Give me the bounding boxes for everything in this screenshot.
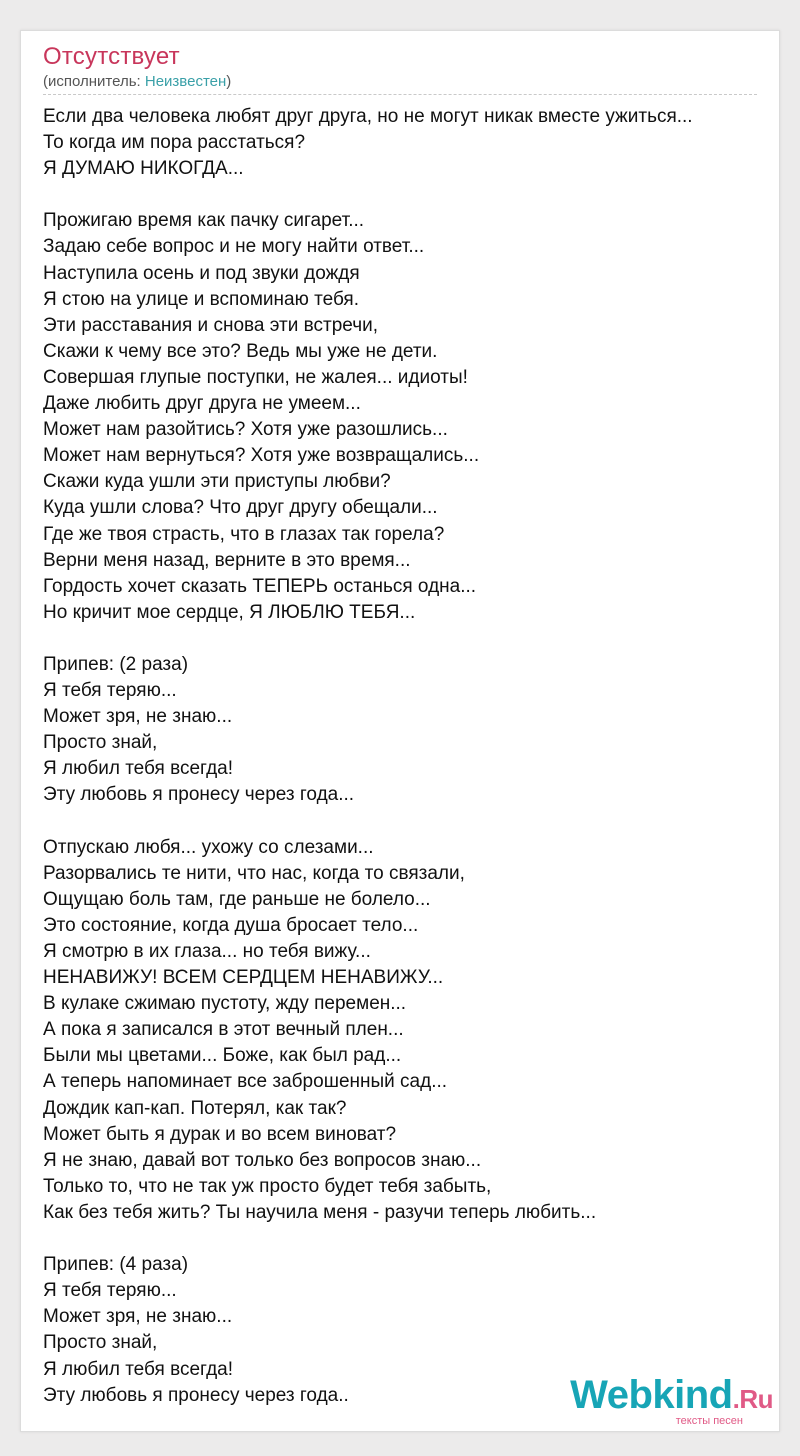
lyric-line: Только то, что не так уж просто будет тебя забыть, (43, 1175, 492, 1197)
lyric-line: Эту любовь я пронесу через года.. (43, 1384, 349, 1406)
logo-tagline: тексты песен (675, 1415, 743, 1427)
lyric-line: Гордость хочет сказать ТЕПЕРЬ останься одна... (43, 575, 477, 597)
lyric-line: Я смотрю в их глаза... но тебя вижу... (43, 941, 371, 962)
lyric-line: Наступила осень и под звуки дождя (43, 262, 360, 284)
lyric-line: В кулаке сжимаю пустоту, жду перемен... (43, 993, 407, 1015)
lyric-line: Я ДУМАЮ НИКОГДА... (43, 158, 244, 180)
performer-prefix: (исполнитель: (43, 73, 145, 90)
header-divider (43, 94, 757, 95)
lyric-line: Куда ушли слова? Что друг другу обещали... (43, 497, 438, 519)
lyric-line (43, 182, 763, 208)
logo-tld: .Ru (732, 1384, 773, 1414)
lyric-line: Если два человека любят друг друга, но не могут никак вместе ужиться... (43, 106, 693, 127)
lyric-line: Просто знай, (43, 732, 158, 754)
lyric-line: Даже любить друг друга не умеем... (43, 393, 361, 415)
lyric-line: Может нам разойтись? Хотя уже разошлись... (43, 419, 448, 441)
performer-link[interactable]: Неизвестен (144, 73, 227, 90)
lyric-line: Может зря, не знаю... (43, 706, 233, 728)
lyric-line: Как без тебя жить? Ты научила меня - разучи теперь любить... (43, 1201, 597, 1223)
performer-suffix: ) (226, 73, 232, 90)
lyric-line: Я любил тебя всегда! (43, 1358, 234, 1380)
lyric-line: Верни меня назад, верните в это время... (43, 549, 411, 571)
lyric-line: Припев: (2 раза) (43, 653, 189, 675)
lyrics-text (43, 104, 763, 1409)
lyric-line: Скажи куда ушли эти приступы любви? (43, 471, 391, 493)
lyric-line: Прожигаю время как пачку сигарет... (43, 210, 365, 232)
lyric-line: Может быть я дурак и во всем виноват? (43, 1123, 397, 1145)
lyric-line (43, 809, 763, 835)
lyric-line: Я стою на улице и вспоминаю тебя. (43, 288, 359, 310)
lyric-line: Совершая глупые поступки, не жалея... идиоты! (43, 366, 468, 388)
lyric-line: А теперь напоминает все заброшенный сад... (43, 1071, 448, 1093)
lyric-line: Задаю себе вопрос и не могу найти ответ... (43, 236, 425, 258)
lyric-line: Но кричит мое сердце, Я ЛЮБЛЮ ТЕБЯ... (43, 601, 416, 623)
lyric-line: Эти расставания и снова эти встречи, (43, 314, 378, 336)
lyric-line: Дождик кап-кап. Потерял, как так? (43, 1097, 347, 1119)
lyric-line: Может нам вернуться? Хотя уже возвращались... (43, 445, 480, 467)
logo-brand: Webkind (570, 1373, 733, 1417)
lyric-line: А пока я записался в этот вечный плен... (43, 1019, 404, 1041)
lyric-line (43, 626, 763, 652)
lyric-line (43, 1226, 763, 1252)
lyric-line: Это состояние, когда душа бросает тело... (43, 914, 419, 936)
lyric-line: Эту любовь я пронесу через года... (43, 784, 355, 806)
lyric-line: То когда им пора расстаться? (43, 132, 306, 154)
lyric-line: Припев: (4 раза) (43, 1254, 189, 1276)
lyric-line: Отпускаю любя... ухожу со слезами... (43, 836, 374, 858)
lyric-line: Скажи к чему все это? Ведь мы уже не дети. (43, 340, 438, 362)
song-title: Отсутствует (43, 43, 180, 70)
lyric-line: НЕНАВИЖУ! ВСЕМ СЕРДЦЕМ НЕНАВИЖУ... (43, 967, 444, 989)
lyric-line: Может зря, не знаю... (43, 1306, 233, 1328)
lyric-line: Я тебя теряю... (43, 1280, 177, 1302)
lyric-line: Были мы цветами... Боже, как был рад... (43, 1045, 402, 1067)
lyric-line: Просто знай, (43, 1332, 158, 1354)
lyric-line: Где же твоя страсть, что в глазах так горела? (43, 523, 445, 545)
lyrics-card (20, 30, 780, 1432)
performer-line (43, 73, 231, 90)
lyric-line: Я любил тебя всегда! (43, 758, 234, 780)
site-logo[interactable] (570, 1375, 773, 1427)
lyric-line: Ощущаю боль там, где раньше не болело... (43, 888, 431, 910)
lyric-line: Разорвались те нити, что нас, когда то связали, (43, 862, 465, 884)
lyric-line: Я тебя теряю... (43, 680, 177, 702)
lyric-line: Я не знаю, давай вот только без вопросов знаю... (43, 1149, 482, 1171)
